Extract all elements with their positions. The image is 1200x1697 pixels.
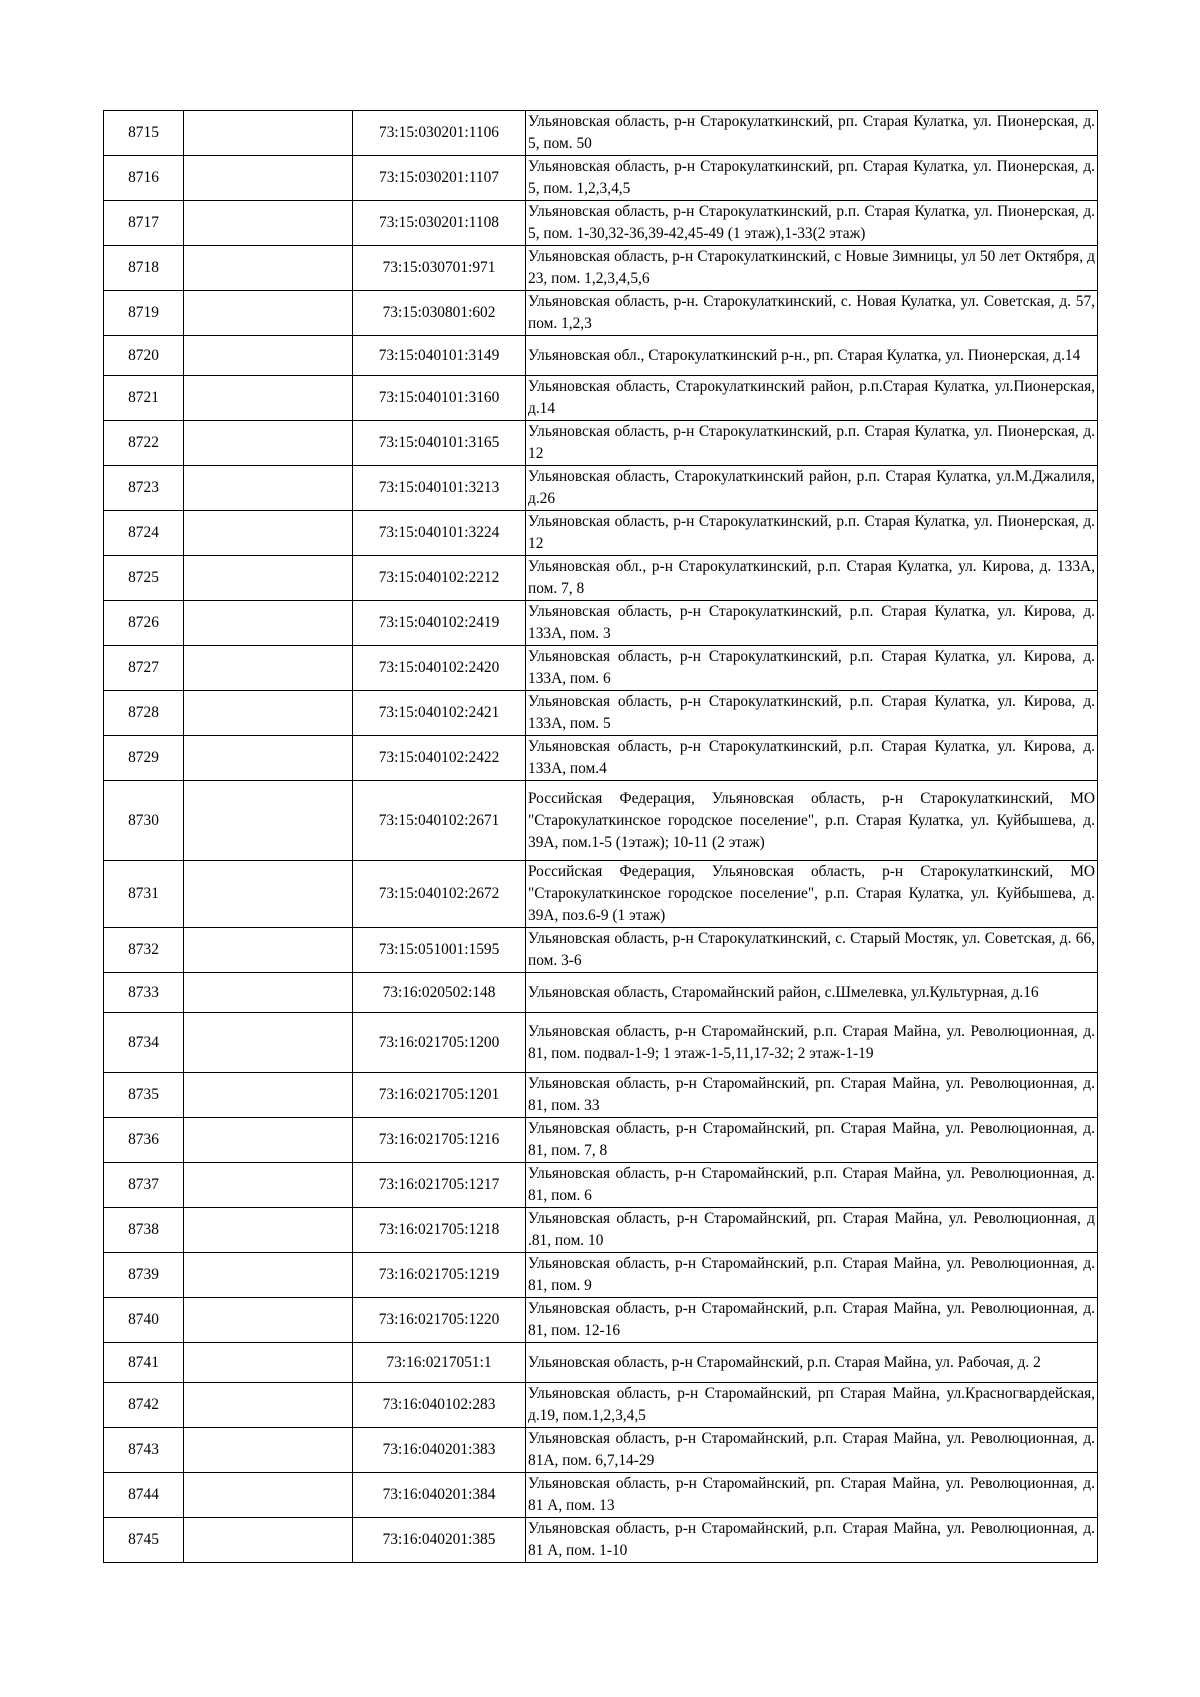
table-row: [104, 736, 1098, 781]
empty-cell: [184, 928, 353, 973]
row-number-cell: 8727: [104, 646, 184, 691]
cadastral-number-cell: 73:16:021705:1201: [353, 1073, 526, 1118]
table-row: [104, 646, 1098, 691]
address-cell: Ульяновская область, р-н Старокулаткинский, р.п. Старая Кулатка, ул. Кирова, д. 133А, пом.4: [526, 736, 1098, 781]
row-number-cell: 8720: [104, 336, 184, 376]
table-row: [104, 1013, 1098, 1073]
empty-cell: [184, 156, 353, 201]
address-cell: Ульяновская область, р-н Старомайнский, рп Старая Майна, ул.Красногвардейская, д.19, пом.1,2,3,4,5: [526, 1383, 1098, 1428]
row-number-cell: 8736: [104, 1118, 184, 1163]
empty-cell: [184, 1428, 353, 1473]
table-row: [104, 1073, 1098, 1118]
table-row: [104, 246, 1098, 291]
address-cell: Ульяновская область, р-н Старомайнский, р.п. Старая Майна, ул. Рабочая, д. 2: [526, 1343, 1098, 1383]
row-number-cell: 8745: [104, 1518, 184, 1563]
cadastral-number-cell: 73:15:040101:3160: [353, 376, 526, 421]
table-row: [104, 861, 1098, 928]
empty-cell: [184, 1298, 353, 1343]
empty-cell: [184, 1343, 353, 1383]
cadastral-number-cell: 73:16:0217051:1: [353, 1343, 526, 1383]
row-number-cell: 8738: [104, 1208, 184, 1253]
table-row: [104, 156, 1098, 201]
table-row: [104, 1518, 1098, 1563]
table-row: [104, 111, 1098, 156]
table-row: [104, 1208, 1098, 1253]
row-number-cell: 8740: [104, 1298, 184, 1343]
cadastral-number-cell: 73:15:030201:1107: [353, 156, 526, 201]
cadastral-number-cell: 73:15:040101:3165: [353, 421, 526, 466]
address-cell: Российская Федерация, Ульяновская область, р-н Старокулаткинский, МО "Старокулаткинское городское поселение", р.п. Старая Кулатка, ул. Куйбышева, д. 39А, пом.1-5 (1этаж); 10-11 (2 этаж): [526, 781, 1098, 861]
empty-cell: [184, 973, 353, 1013]
cadastral-number-cell: 73:16:040201:385: [353, 1518, 526, 1563]
empty-cell: [184, 1473, 353, 1518]
address-cell: Ульяновская область, р-н Старомайнский, р.п. Старая Майна, ул. Революционная, д. 81А, пом. 6,7,14-29: [526, 1428, 1098, 1473]
table-row: [104, 781, 1098, 861]
table-row: [104, 691, 1098, 736]
empty-cell: [184, 691, 353, 736]
address-cell: Ульяновская область, р-н Старомайнский, р.п. Старая Майна, ул. Революционная, д. 81, пом. 9: [526, 1253, 1098, 1298]
address-cell: Ульяновская область, р-н Старомайнский, рп. Старая Майна, ул. Революционная, д .81, пом. 10: [526, 1208, 1098, 1253]
empty-cell: [184, 1208, 353, 1253]
empty-cell: [184, 201, 353, 246]
row-number-cell: 8731: [104, 861, 184, 928]
address-cell: Ульяновская обл., Старокулаткинский р-н., рп. Старая Кулатка, ул. Пионерская, д.14: [526, 336, 1098, 376]
cadastral-number-cell: 73:15:040101:3224: [353, 511, 526, 556]
table-row: [104, 466, 1098, 511]
table-row: [104, 1253, 1098, 1298]
empty-cell: [184, 246, 353, 291]
cadastral-number-cell: 73:16:040201:383: [353, 1428, 526, 1473]
cadastral-number-cell: 73:16:021705:1219: [353, 1253, 526, 1298]
table-row: [104, 973, 1098, 1013]
row-number-cell: 8725: [104, 556, 184, 601]
table-row: [104, 376, 1098, 421]
table-row: [104, 511, 1098, 556]
cadastral-number-cell: 73:16:021705:1217: [353, 1163, 526, 1208]
row-number-cell: 8742: [104, 1383, 184, 1428]
address-cell: Ульяновская область, р-н. Старокулаткинский, с. Новая Кулатка, ул. Советская, д. 57, пом. 1,2,3: [526, 291, 1098, 336]
address-cell: Ульяновская область, Старомайнский район, с.Шмелевка, ул.Культурная, д.16: [526, 973, 1098, 1013]
row-number-cell: 8715: [104, 111, 184, 156]
empty-cell: [184, 601, 353, 646]
row-number-cell: 8743: [104, 1428, 184, 1473]
empty-cell: [184, 376, 353, 421]
cadastral-number-cell: 73:16:021705:1218: [353, 1208, 526, 1253]
address-cell: Российская Федерация, Ульяновская область, р-н Старокулаткинский, МО "Старокулаткинское городское поселение", р.п. Старая Кулатка, ул. Куйбышева, д. 39А, поз.6-9 (1 этаж): [526, 861, 1098, 928]
table-row: [104, 556, 1098, 601]
row-number-cell: 8737: [104, 1163, 184, 1208]
cadastral-number-cell: 73:15:051001:1595: [353, 928, 526, 973]
row-number-cell: 8734: [104, 1013, 184, 1073]
cadastral-number-cell: 73:15:030201:1108: [353, 201, 526, 246]
empty-cell: [184, 511, 353, 556]
empty-cell: [184, 1163, 353, 1208]
table-row: [104, 201, 1098, 246]
address-cell: Ульяновская область, р-н Старокулаткинский, рп. Старая Кулатка, ул. Пионерская, д. 5, пом. 50: [526, 111, 1098, 156]
table-row: [104, 336, 1098, 376]
cadastral-number-cell: 73:16:021705:1200: [353, 1013, 526, 1073]
empty-cell: [184, 556, 353, 601]
empty-cell: [184, 1118, 353, 1163]
row-number-cell: 8716: [104, 156, 184, 201]
cadastral-number-cell: 73:15:030801:602: [353, 291, 526, 336]
empty-cell: [184, 861, 353, 928]
cadastral-number-cell: 73:15:040101:3149: [353, 336, 526, 376]
table-row: [104, 1383, 1098, 1428]
address-cell: Ульяновская область, р-н Старомайнский, р.п. Старая Майна, ул. Революционная, д. 81 А, пом. 1-10: [526, 1518, 1098, 1563]
row-number-cell: 8723: [104, 466, 184, 511]
empty-cell: [184, 1013, 353, 1073]
cadastral-number-cell: 73:15:040102:2672: [353, 861, 526, 928]
row-number-cell: 8728: [104, 691, 184, 736]
row-number-cell: 8724: [104, 511, 184, 556]
cadastral-number-cell: 73:16:021705:1220: [353, 1298, 526, 1343]
table-row: [104, 928, 1098, 973]
empty-cell: [184, 646, 353, 691]
row-number-cell: 8741: [104, 1343, 184, 1383]
cadastral-number-cell: 73:15:030701:971: [353, 246, 526, 291]
registry-table-body: [104, 111, 1098, 1563]
cadastral-number-cell: 73:15:040102:2422: [353, 736, 526, 781]
table-row: [104, 291, 1098, 336]
table-row: [104, 421, 1098, 466]
empty-cell: [184, 466, 353, 511]
row-number-cell: 8717: [104, 201, 184, 246]
empty-cell: [184, 336, 353, 376]
address-cell: Ульяновская область, р-н Старомайнский, р.п. Старая Майна, ул. Революционная, д. 81, пом. 6: [526, 1163, 1098, 1208]
row-number-cell: 8722: [104, 421, 184, 466]
row-number-cell: 8735: [104, 1073, 184, 1118]
row-number-cell: 8719: [104, 291, 184, 336]
table-row: [104, 1163, 1098, 1208]
address-cell: Ульяновская область, р-н Старокулаткинский, с. Старый Мостяк, ул. Советская, д. 66, пом. 3-6: [526, 928, 1098, 973]
empty-cell: [184, 1383, 353, 1428]
cadastral-number-cell: 73:16:040102:283: [353, 1383, 526, 1428]
cadastral-number-cell: 73:15:040101:3213: [353, 466, 526, 511]
cadastral-number-cell: 73:16:020502:148: [353, 973, 526, 1013]
address-cell: Ульяновская область, р-н Старокулаткинский, р.п. Старая Кулатка, ул. Кирова, д. 133А, пом. 3: [526, 601, 1098, 646]
cadastral-number-cell: 73:15:040102:2671: [353, 781, 526, 861]
address-cell: Ульяновская область, р-н Старокулаткинский, р.п. Старая Кулатка, ул. Кирова, д. 133А, пом. 5: [526, 691, 1098, 736]
row-number-cell: 8733: [104, 973, 184, 1013]
address-cell: Ульяновская область, р-н Старокулаткинский, р.п. Старая Кулатка, ул. Пионерская, д. 5, пом. 1-30,32-36,39-42,45-49 (1 этаж),1-33(2 этаж): [526, 201, 1098, 246]
row-number-cell: 8721: [104, 376, 184, 421]
address-cell: Ульяновская область, р-н Старокулаткинский, р.п. Старая Кулатка, ул. Пионерская, д. 12: [526, 421, 1098, 466]
empty-cell: [184, 1518, 353, 1563]
cadastral-number-cell: 73:15:040102:2212: [353, 556, 526, 601]
cadastral-number-cell: 73:15:040102:2421: [353, 691, 526, 736]
address-cell: Ульяновская область, р-н Старомайнский, рп. Старая Майна, ул. Революционная, д. 81, пом. 33: [526, 1073, 1098, 1118]
address-cell: Ульяновская область, Старокулаткинский район, р.п. Старая Кулатка, ул.М.Джалиля, д.26: [526, 466, 1098, 511]
table-row: [104, 1118, 1098, 1163]
address-cell: Ульяновская обл., р-н Старокулаткинский, р.п. Старая Кулатка, ул. Кирова, д. 133А, пом. 7, 8: [526, 556, 1098, 601]
cadastral-number-cell: 73:16:040201:384: [353, 1473, 526, 1518]
address-cell: Ульяновская область, Старокулаткинский район, р.п.Старая Кулатка, ул.Пионерская, д.14: [526, 376, 1098, 421]
empty-cell: [184, 291, 353, 336]
table-row: [104, 1298, 1098, 1343]
address-cell: Ульяновская область, р-н Старомайнский, рп. Старая Майна, ул. Революционная, д. 81 А, пом. 13: [526, 1473, 1098, 1518]
table-row: [104, 1428, 1098, 1473]
address-cell: Ульяновская область, р-н Старомайнский, р.п. Старая Майна, ул. Революционная, д. 81, пом. 12-16: [526, 1298, 1098, 1343]
property-registry-table: [103, 110, 1098, 1563]
address-cell: Ульяновская область, р-н Старокулаткинский, с Новые Зимницы, ул 50 лет Октября, д 23, пом. 1,2,3,4,5,6: [526, 246, 1098, 291]
cadastral-number-cell: 73:15:040102:2420: [353, 646, 526, 691]
empty-cell: [184, 1073, 353, 1118]
row-number-cell: 8739: [104, 1253, 184, 1298]
address-cell: Ульяновская область, р-н Старокулаткинский, р.п. Старая Кулатка, ул. Пионерская, д. 12: [526, 511, 1098, 556]
empty-cell: [184, 1253, 353, 1298]
row-number-cell: 8718: [104, 246, 184, 291]
row-number-cell: 8729: [104, 736, 184, 781]
row-number-cell: 8730: [104, 781, 184, 861]
address-cell: Ульяновская область, р-н Старомайнский, рп. Старая Майна, ул. Революционная, д. 81, пом. 7, 8: [526, 1118, 1098, 1163]
table-row: [104, 1343, 1098, 1383]
row-number-cell: 8726: [104, 601, 184, 646]
table-row: [104, 1473, 1098, 1518]
address-cell: Ульяновская область, р-н Старокулаткинский, р.п. Старая Кулатка, ул. Кирова, д. 133А, пом. 6: [526, 646, 1098, 691]
row-number-cell: 8744: [104, 1473, 184, 1518]
address-cell: Ульяновская область, р-н Старомайнский, р.п. Старая Майна, ул. Революционная, д. 81, пом. подвал-1-9; 1 этаж-1-5,11,17-32; 2 этаж-1-19: [526, 1013, 1098, 1073]
cadastral-number-cell: 73:15:040102:2419: [353, 601, 526, 646]
row-number-cell: 8732: [104, 928, 184, 973]
empty-cell: [184, 111, 353, 156]
empty-cell: [184, 736, 353, 781]
table-row: [104, 601, 1098, 646]
address-cell: Ульяновская область, р-н Старокулаткинский, рп. Старая Кулатка, ул. Пионерская, д. 5, пом. 1,2,3,4,5: [526, 156, 1098, 201]
cadastral-number-cell: 73:16:021705:1216: [353, 1118, 526, 1163]
empty-cell: [184, 781, 353, 861]
empty-cell: [184, 421, 353, 466]
cadastral-number-cell: 73:15:030201:1106: [353, 111, 526, 156]
